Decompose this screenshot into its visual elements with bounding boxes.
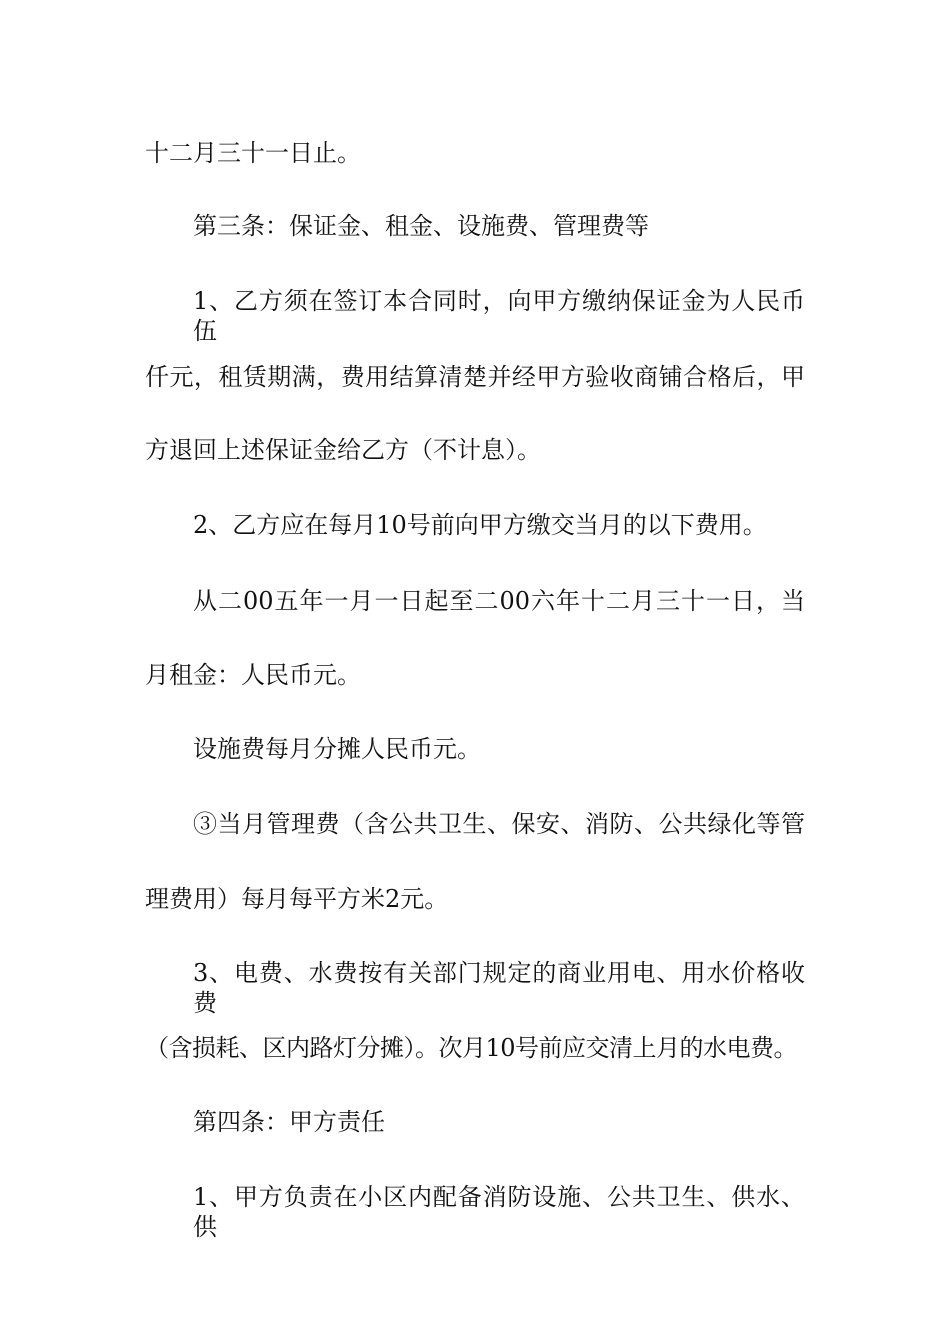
- text-line: 仟元，租赁期满，费用结算清楚并经甲方验收商铺合格后，甲: [145, 363, 805, 391]
- section-heading: 第四条：甲方责任: [193, 1108, 385, 1136]
- text-line: 月租金：人民币元。: [145, 661, 361, 689]
- text-line: 2、乙方应在每月10号前向甲方缴交当月的以下费用。: [193, 511, 767, 539]
- section-heading: 第三条：保证金、租金、设施费、管理费等: [193, 212, 649, 240]
- text-line: （含损耗、区内路灯分摊）。次月10号前应交清上月的水电费。: [145, 1034, 798, 1062]
- text-line: 十二月三十一日止。: [145, 139, 361, 167]
- text-line: 方退回上述保证金给乙方（不计息）。: [145, 436, 541, 464]
- text-line: 理费用）每月每平方米2元。: [145, 885, 449, 913]
- text-line: 1、乙方须在签订本合同时，向甲方缴纳保证金为人民币伍: [193, 287, 805, 345]
- text-line: ③当月管理费（含公共卫生、保安、消防、公共绿化等管: [193, 810, 805, 838]
- text-line: 从二00五年一月一日起至二00六年十二月三十一日，当: [193, 587, 805, 615]
- text-line: 3、电费、水费按有关部门规定的商业用电、用水价格收费: [193, 959, 805, 1017]
- text-line: 1、甲方负责在小区内配备消防设施、公共卫生、供水、供: [193, 1183, 805, 1241]
- text-line: 设施费每月分摊人民币元。: [193, 735, 481, 763]
